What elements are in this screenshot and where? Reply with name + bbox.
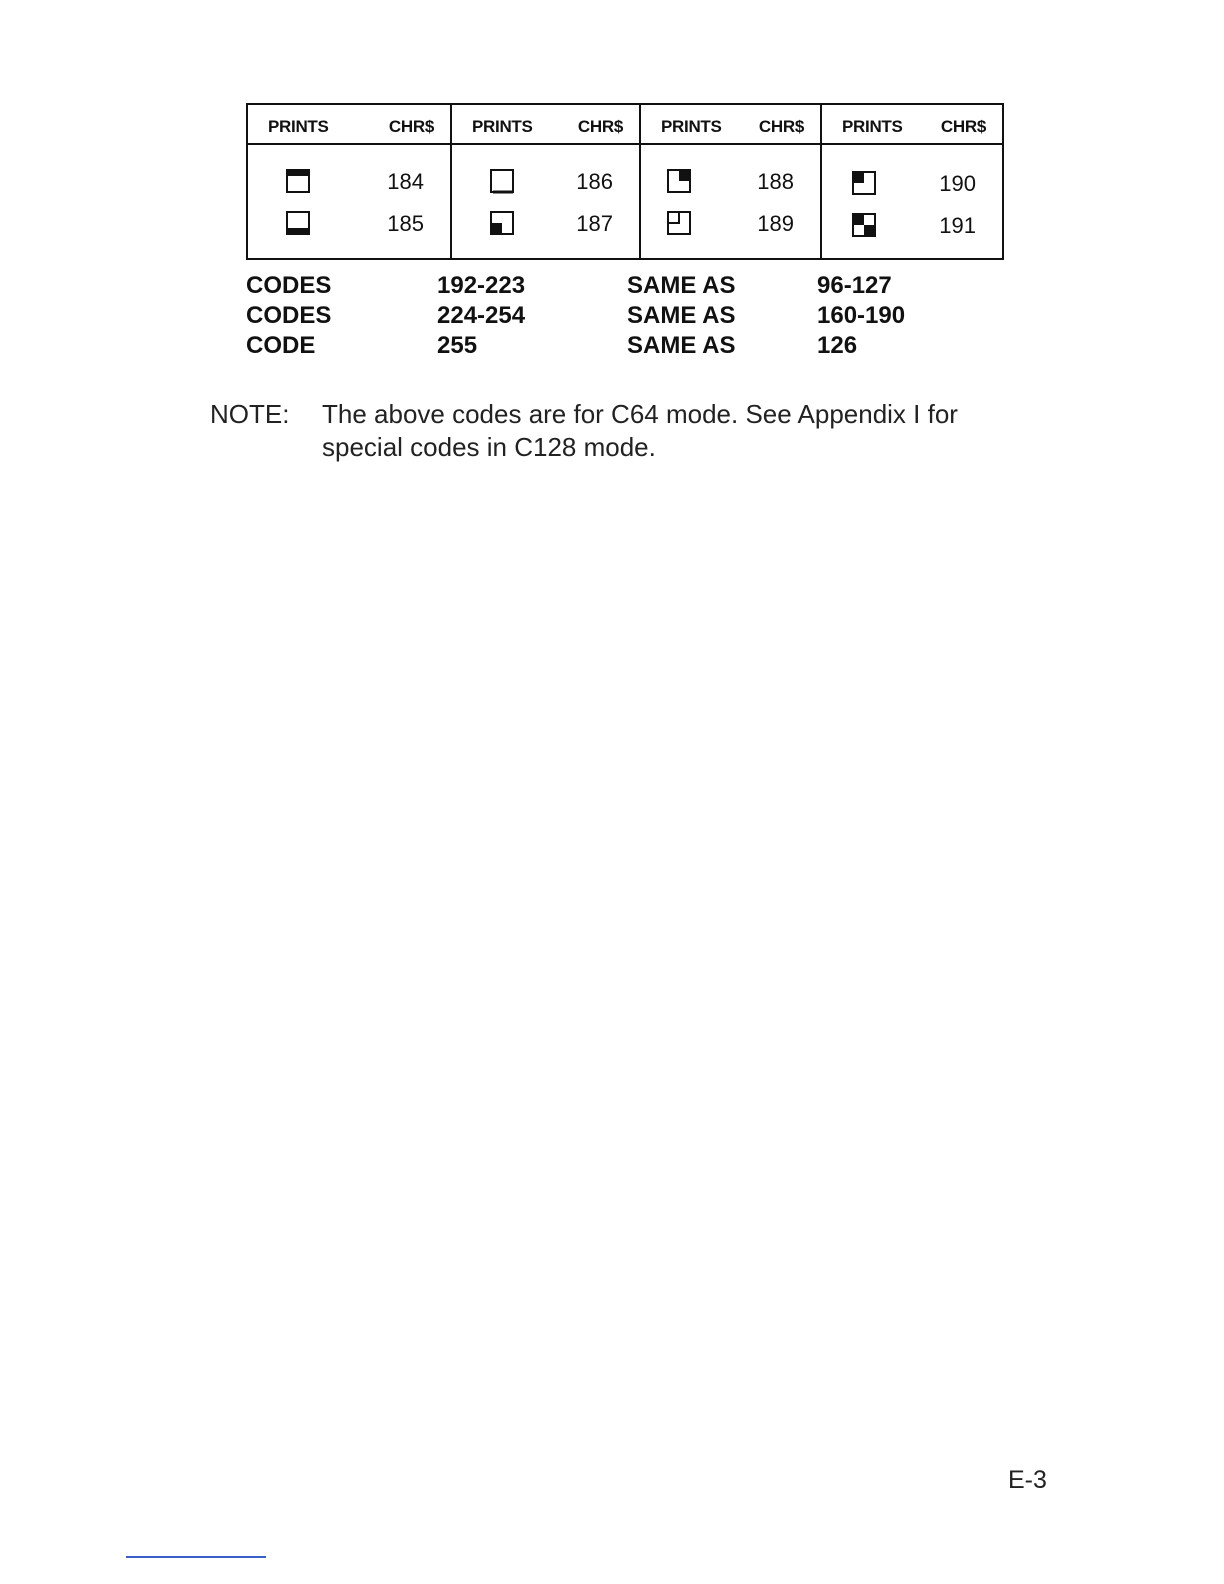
codes-target: 96-127 — [817, 272, 892, 299]
chr-code: 185 — [387, 211, 424, 236]
table-row — [641, 161, 820, 201]
table-row — [248, 161, 450, 201]
bottom-bar-box-icon — [284, 209, 312, 237]
same-as-label: SAME AS — [627, 272, 736, 299]
list-item — [246, 332, 946, 362]
column-header — [641, 105, 820, 145]
same-as-label: SAME AS — [627, 332, 736, 359]
upper-left-quadrant-box-icon — [850, 169, 878, 197]
footer-rule — [126, 1556, 266, 1558]
prints-header: PRINTS — [268, 117, 329, 136]
prints-header: PRINTS — [661, 117, 722, 136]
codes-label: CODES — [246, 302, 332, 329]
chr-code: 190 — [939, 171, 976, 196]
table-row — [822, 163, 1002, 203]
chr-table — [246, 103, 1004, 260]
codes-label: CODE — [246, 332, 316, 359]
table-row — [452, 203, 639, 243]
codes-equivalence-list — [246, 272, 946, 362]
codes-target: 160-190 — [817, 302, 906, 329]
chrs-header: CHR$ — [388, 117, 434, 136]
chr-code: 189 — [757, 211, 794, 236]
table-column-4 — [820, 105, 1002, 258]
lower-left-quadrant-box-icon — [488, 209, 516, 237]
chrs-header: CHR$ — [758, 117, 804, 136]
column-header — [822, 105, 1002, 145]
table-row — [452, 161, 639, 201]
table-row — [248, 203, 450, 243]
list-item — [246, 302, 946, 332]
chr-code: 188 — [757, 169, 794, 194]
table-column-1 — [248, 105, 450, 258]
codes-target: 126 — [817, 332, 858, 359]
chr-code: 186 — [576, 169, 613, 194]
prints-header: PRINTS — [842, 117, 903, 136]
note-label: NOTE: — [210, 399, 290, 429]
checker-quadrant-box-icon — [850, 211, 878, 239]
chr-code: 187 — [576, 211, 613, 236]
chrs-header: CHR$ — [940, 117, 986, 136]
codes-range: 255 — [437, 332, 478, 359]
codes-label: CODES — [246, 272, 332, 299]
column-header — [452, 105, 639, 145]
chr-code: 184 — [387, 169, 424, 194]
table-column-2 — [450, 105, 639, 258]
note-text: The above codes are for C64 mode. See Appendix I for special codes in C128 mode. — [322, 399, 958, 462]
table-column-3 — [639, 105, 820, 258]
prints-header: PRINTS — [472, 117, 533, 136]
empty-box-icon — [488, 167, 516, 195]
top-bar-box-icon — [284, 167, 312, 195]
chr-code: 191 — [939, 213, 976, 238]
table-row — [641, 203, 820, 243]
upper-right-quadrant-box-icon — [665, 167, 693, 195]
page-number: E-3 — [1008, 1466, 1047, 1494]
codes-range: 224-254 — [437, 302, 526, 329]
table-row — [822, 205, 1002, 245]
upper-left-outline-quadrant-box-icon — [665, 209, 693, 237]
list-item — [246, 272, 946, 302]
codes-range: 192-223 — [437, 272, 526, 299]
same-as-label: SAME AS — [627, 302, 736, 329]
column-header — [248, 105, 450, 145]
chrs-header: CHR$ — [577, 117, 623, 136]
